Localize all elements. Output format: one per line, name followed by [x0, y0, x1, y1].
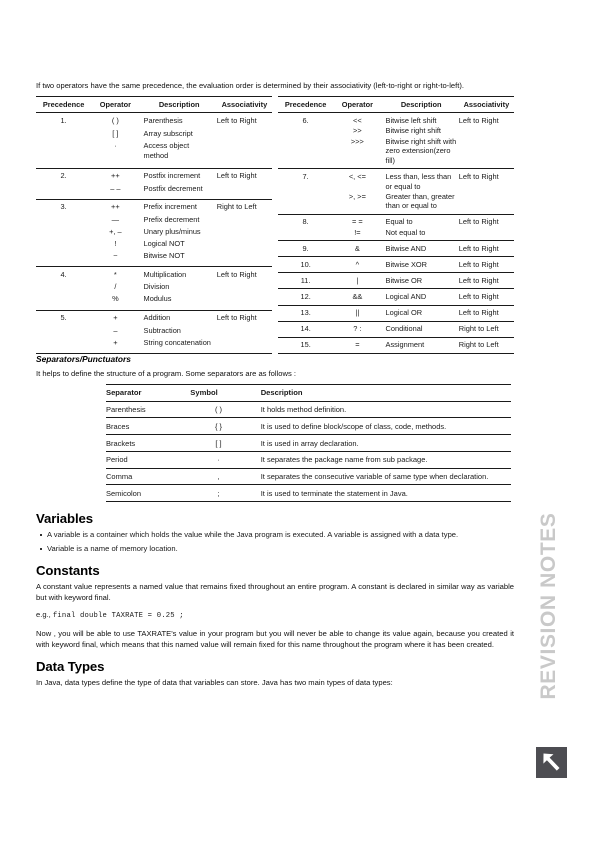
cell-associativity: Left to Right — [457, 214, 514, 227]
table-row — [278, 241, 514, 257]
cell-precedence — [278, 126, 333, 136]
cell-associativity: Left to Right — [457, 289, 514, 305]
cell-precedence — [36, 338, 91, 354]
cell-operator: / — [114, 282, 117, 292]
column-header-precedence: Precedence — [278, 97, 333, 113]
intro-paragraph: If two operators have the same precedence, the evaluation order is determined by their associativity (left-to-right or right-to-left). — [36, 81, 464, 90]
cell-description: Not equal to — [385, 227, 426, 237]
cell-description: Conditional — [382, 321, 457, 337]
cell-operator: ++ — [91, 168, 139, 184]
table-row — [278, 321, 514, 337]
cell-precedence — [36, 184, 91, 200]
cell-precedence: 2. — [36, 168, 91, 184]
cell-operator: % — [112, 294, 119, 304]
separators-table-wrap — [36, 384, 514, 502]
table-header-row — [36, 97, 272, 113]
cell-symbol: ; — [184, 485, 252, 502]
cell-associativity — [215, 294, 272, 310]
cell-precedence: 4. — [36, 267, 91, 283]
precedence-table-right — [278, 96, 514, 354]
column-header-precedence: Precedence — [36, 97, 91, 113]
table-row — [36, 267, 272, 283]
cell-description: Addition — [140, 310, 215, 326]
cell-operator: ~ — [113, 251, 118, 261]
cell-precedence — [36, 294, 91, 310]
cell-operator: <, <= — [333, 169, 381, 192]
table-row — [106, 435, 511, 452]
table-row — [278, 228, 514, 241]
cell-precedence — [36, 227, 91, 239]
cell-description: It separates the package name from sub package. — [253, 451, 511, 468]
cell-precedence — [36, 215, 91, 227]
table-foot — [278, 353, 514, 354]
cell-separator: Brackets — [106, 435, 184, 452]
cell-associativity — [215, 129, 272, 141]
example-label: e.g., — [36, 609, 51, 619]
table-row — [36, 239, 272, 251]
cell-associativity: Left to Right — [457, 257, 514, 273]
cell-operator: ! — [114, 239, 117, 249]
separators-intro: It helps to define the structure of a program. Some separators are as follows : — [36, 368, 297, 378]
cell-description: Bitwise left shift — [385, 116, 437, 126]
cell-precedence: 11. — [278, 273, 333, 289]
cell-separator: Parenthesis — [106, 401, 184, 418]
cell-description: Assignment — [382, 337, 457, 353]
cell-operator: >> — [353, 126, 362, 136]
cell-precedence: 6. — [302, 116, 309, 126]
cell-operator: * — [91, 267, 139, 283]
table-body — [278, 113, 514, 354]
data-types-heading: Data Types — [36, 659, 105, 675]
variables-heading: Variables — [36, 511, 94, 527]
table-row — [278, 113, 514, 127]
table-row — [278, 137, 514, 169]
cell-operator: = — [333, 337, 381, 353]
cell-associativity: Left to Right — [457, 273, 514, 289]
table-row — [36, 129, 272, 141]
cell-description: Prefix increment — [140, 199, 215, 215]
table-row — [36, 251, 272, 267]
page-content — [36, 80, 514, 693]
cell-operator: | — [333, 273, 381, 289]
cell-description: Greater than, greater than or equal to — [385, 191, 455, 211]
cell-precedence: 8. — [278, 214, 333, 227]
cell-associativity: Left to Right — [215, 267, 272, 283]
cell-description: Logical NOT — [143, 239, 185, 249]
column-header-description: Description — [382, 97, 457, 113]
cell-description: Equal to — [382, 214, 457, 227]
cell-associativity — [215, 326, 272, 338]
cell-associativity — [215, 141, 272, 168]
cell-precedence: 5. — [36, 310, 91, 326]
table-row — [278, 214, 514, 227]
cell-associativity: Left to Right — [457, 169, 514, 192]
revision-notes-side-tab — [536, 506, 570, 778]
arrow-up-left-icon — [536, 747, 567, 778]
cell-precedence: 1. — [60, 116, 67, 126]
table-row — [278, 257, 514, 273]
cell-precedence: 13. — [278, 305, 333, 321]
cell-operator: ^ — [333, 257, 381, 273]
cell-operator: >, >= — [348, 191, 366, 201]
table-header-row — [106, 385, 511, 402]
cell-operator: — — [111, 214, 120, 224]
cell-description: Multiplication — [140, 267, 215, 283]
cell-precedence: 9. — [278, 241, 333, 257]
cell-description: Postfix decrement — [143, 183, 203, 193]
table-row — [106, 468, 511, 485]
cell-associativity: Right to Left — [215, 199, 272, 215]
cell-associativity — [215, 338, 272, 354]
bottom-rule-cell — [278, 353, 514, 354]
cell-associativity — [215, 227, 272, 239]
table-row — [278, 337, 514, 353]
cell-associativity — [457, 228, 514, 241]
cell-separator: Comma — [106, 468, 184, 485]
cell-associativity — [215, 239, 272, 251]
constants-example — [36, 609, 514, 622]
cell-symbol: ( ) — [184, 401, 252, 418]
table-body — [106, 401, 511, 502]
table-row — [278, 169, 514, 192]
cell-description: Bitwise right shift with zero extension(zero fill) — [385, 136, 457, 165]
table-row — [36, 141, 272, 168]
cell-associativity — [457, 192, 514, 215]
cell-operator: – — [113, 325, 118, 335]
column-header-description: Description — [140, 97, 215, 113]
cell-precedence — [36, 141, 91, 168]
cell-operator: || — [333, 305, 381, 321]
cell-description: Subtraction — [143, 325, 181, 335]
cell-description: It is used to define block/scope of class, code, methods. — [253, 418, 511, 435]
cell-associativity: Left to Right — [215, 310, 272, 326]
table-row — [278, 273, 514, 289]
cell-precedence — [278, 228, 333, 241]
cell-operator: >>> — [350, 136, 364, 146]
cell-description: It is used to terminate the statement in Java. — [253, 485, 511, 502]
column-header-separator: Separator — [106, 385, 184, 402]
cell-symbol: { } — [184, 418, 252, 435]
cell-description: String concatenation — [143, 337, 211, 347]
column-header-symbol: Symbol — [184, 385, 252, 402]
cell-description: It separates the consecutive variable of same type when declaration. — [253, 468, 511, 485]
variables-bullet-list — [36, 529, 514, 554]
cell-description: Less than, less than or equal to — [382, 169, 457, 192]
cell-operator: + — [113, 337, 118, 347]
cell-precedence: 3. — [36, 199, 91, 215]
cell-associativity — [215, 251, 272, 267]
cell-symbol: , — [184, 468, 252, 485]
cell-description: Logical AND — [382, 289, 457, 305]
cell-operator: & — [333, 241, 381, 257]
cell-description: Parenthesis — [143, 116, 183, 126]
cell-description: Bitwise OR — [382, 273, 457, 289]
table-row — [36, 168, 272, 184]
list-item: Variable is a name of memory location. — [47, 543, 514, 554]
cell-precedence: 12. — [278, 289, 333, 305]
constants-paragraph: A constant value represents a named value that remains fixed throughout an entire program. A constant is declared in similar way as variable but with keyword final. — [36, 582, 514, 603]
cell-operator: << — [353, 116, 362, 126]
cell-symbol: · — [184, 451, 252, 468]
table-bottom-rule — [278, 353, 514, 354]
cell-symbol: [ ] — [184, 435, 252, 452]
cell-precedence — [278, 137, 333, 169]
cell-operator: ++ — [91, 199, 139, 215]
cell-associativity — [457, 126, 514, 136]
table-row — [278, 305, 514, 321]
table-head — [278, 97, 514, 113]
cell-precedence — [36, 129, 91, 141]
table-row — [36, 310, 272, 326]
column-header-associativity: Associativity — [215, 97, 272, 113]
cell-description: Unary plus/minus — [143, 227, 201, 236]
separators-table — [106, 384, 511, 502]
table-row — [36, 326, 272, 338]
table-header-row — [278, 97, 514, 113]
revision-notes-label: REVISION NOTES — [537, 512, 560, 700]
cell-description: Prefix decrement — [143, 214, 200, 224]
table-body — [36, 113, 272, 354]
column-header-description: Description — [253, 385, 511, 402]
table-row — [36, 282, 272, 294]
cell-description: Bitwise XOR — [382, 257, 457, 273]
cell-operator: +, – — [109, 227, 122, 236]
cell-precedence: 7. — [278, 169, 333, 192]
cell-operator: – – — [110, 183, 121, 193]
cell-associativity: Right to Left — [457, 321, 514, 337]
data-types-paragraph: In Java, data types define the type of data that variables can store. Java has two main types of data types: — [36, 678, 393, 688]
example-code: final double TAXRATE = 0.25 ; — [52, 611, 184, 620]
cell-description: It is used in array declaration. — [253, 435, 511, 452]
cell-separator: Period — [106, 451, 184, 468]
table-row — [278, 126, 514, 136]
arrow-up-left-glyph — [536, 747, 567, 778]
table-row — [106, 485, 511, 502]
cell-description: Postfix increment — [140, 168, 215, 184]
table-head — [106, 385, 511, 402]
cell-precedence — [36, 326, 91, 338]
cell-precedence — [36, 282, 91, 294]
table-row — [106, 418, 511, 435]
table-row — [36, 113, 272, 129]
table-row — [36, 338, 272, 354]
cell-operator: = = — [333, 214, 381, 227]
cell-description: Access object method — [143, 141, 190, 160]
cell-separator: Braces — [106, 418, 184, 435]
cell-precedence — [36, 251, 91, 267]
table-row — [106, 401, 511, 418]
cell-description: Bitwise right shift — [385, 126, 441, 136]
cell-associativity — [457, 137, 514, 169]
cell-description: Modulus — [143, 294, 172, 304]
cell-associativity — [215, 282, 272, 294]
cell-separator: Semicolon — [106, 485, 184, 502]
constants-note: Now , you will be able to use TAXRATE's value in your program but you will never be able to change its value again, because you created it with keyword final, which means that this named value will remain fixed for this name throughout the program where it has been created. — [36, 628, 514, 649]
cell-description: It holds method definition. — [253, 401, 511, 418]
cell-operator: != — [354, 227, 361, 237]
cell-description: Logical OR — [382, 305, 457, 321]
precedence-table-left — [36, 96, 272, 354]
cell-associativity: Left to Right — [215, 168, 272, 184]
table-head — [36, 97, 272, 113]
cell-description: Array subscript — [143, 129, 193, 139]
cell-operator: + — [91, 310, 139, 326]
cell-description: Bitwise NOT — [143, 251, 185, 261]
table-row — [106, 451, 511, 468]
column-header-operator: Operator — [91, 97, 139, 113]
cell-description: Division — [143, 282, 170, 292]
cell-description: Bitwise AND — [382, 241, 457, 257]
constants-heading: Constants — [36, 563, 100, 579]
cell-operator: ? : — [333, 321, 381, 337]
cell-operator: · — [114, 141, 117, 151]
table-row — [36, 215, 272, 227]
cell-associativity: Left to Right — [457, 241, 514, 257]
column-header-operator: Operator — [333, 97, 381, 113]
table-row — [36, 294, 272, 310]
column-header-associativity: Associativity — [457, 97, 514, 113]
cell-operator: [ ] — [112, 129, 119, 139]
cell-associativity: Right to Left — [457, 337, 514, 353]
operator-precedence-tables — [36, 96, 514, 354]
cell-precedence — [36, 239, 91, 251]
cell-associativity — [215, 184, 272, 200]
cell-operator: && — [333, 289, 381, 305]
cell-precedence: 15. — [278, 337, 333, 353]
table-row — [278, 289, 514, 305]
cell-associativity: Left to Right — [458, 116, 499, 126]
cell-precedence — [278, 192, 333, 215]
cell-precedence: 10. — [278, 257, 333, 273]
list-item: A variable is a container which holds the value while the Java program is executed. A variable is assigned with a data type. — [47, 529, 514, 540]
table-row — [36, 227, 272, 239]
separators-heading: Separators/Punctuators — [36, 353, 131, 364]
table-row — [36, 199, 272, 215]
cell-precedence: 14. — [278, 321, 333, 337]
table-row — [36, 184, 272, 200]
table-row — [278, 192, 514, 215]
cell-associativity — [215, 215, 272, 227]
cell-associativity: Left to Right — [216, 116, 257, 126]
cell-operator: ( ) — [111, 116, 119, 126]
cell-associativity: Left to Right — [457, 305, 514, 321]
